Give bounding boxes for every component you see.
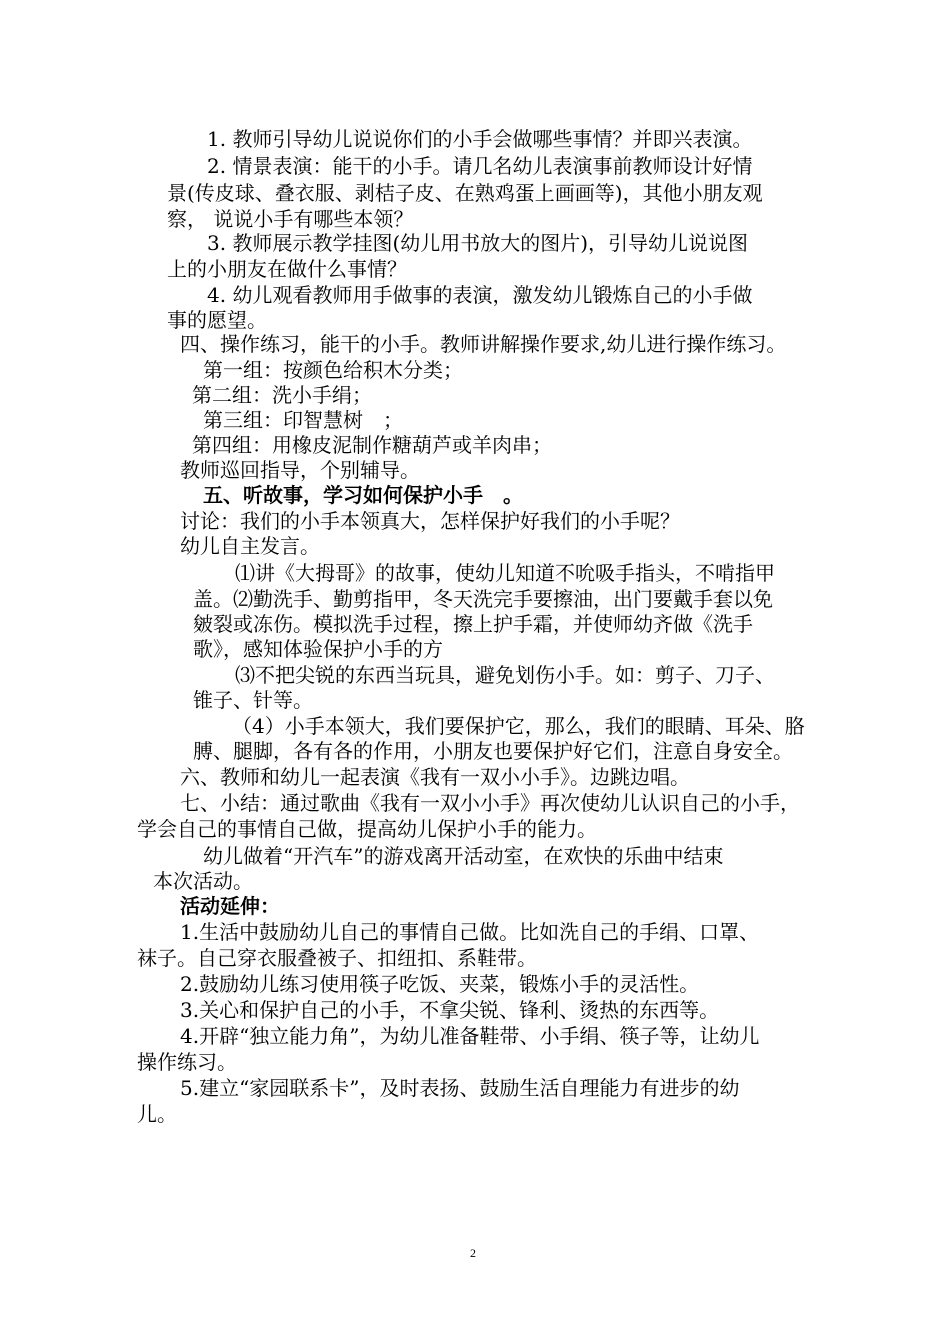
- text-line: 3.关心和保护自己的小手，不拿尖锐、锋利、烫热的东西等。: [180, 998, 720, 1022]
- text-line: 袜子。自己穿衣服叠被子、扣纽扣、系鞋带。: [137, 946, 537, 970]
- text-line: 察， 说说小手有哪些本领？: [167, 207, 414, 231]
- text-line: 幼儿自主发言。: [180, 534, 320, 558]
- text-line: 1.生活中鼓励幼儿自己的事情自己做。比如洗自己的手绢、口罩、: [180, 920, 760, 944]
- text-line: 景(传皮球、叠衣服、剥桔子皮、在熟鸡蛋上画画等)，其他小朋友观: [167, 181, 763, 205]
- text-line: 4. 幼儿观看教师用手做事的表演，激发幼儿锻炼自己的小手做: [207, 283, 753, 307]
- text-line: 第一组：按颜色给积木分类；: [203, 358, 463, 382]
- text-line: 第四组：用橡皮泥制作糖葫芦或羊肉串；: [192, 433, 552, 457]
- text-line: 2. 情景表演：能干的小手。请几名幼儿表演事前教师设计好情: [207, 154, 753, 178]
- text-line: 第二组：洗小手绢；: [192, 383, 372, 407]
- text-line: 操作练习。: [137, 1050, 237, 1074]
- text-line: 盖。⑵勤洗手、勤剪指甲，冬天洗完手要擦油，出门要戴手套以免: [193, 587, 773, 611]
- text-line: 儿。: [137, 1102, 177, 1126]
- text-line: （4）小手本领大，我们要保护它，那么，我们的眼睛、耳朵、胳: [232, 714, 805, 738]
- text-line: 2.鼓励幼儿练习使用筷子吃饭、夹菜，锻炼小手的灵活性。: [180, 972, 700, 996]
- text-line: 皴裂或冻伤。模拟洗手过程，擦上护手霜，并使师幼齐做《洗手: [193, 612, 753, 636]
- text-line: 七、小结：通过歌曲《我有一双小小手》再次使幼儿认识自己的小手，: [180, 791, 800, 815]
- text-line: ⑶不把尖锐的东西当玩具，避免划伤小手。如：剪子、刀子、: [235, 663, 775, 687]
- text-line: 讨论：我们的小手本领真大，怎样保护好我们的小手呢？: [180, 509, 680, 533]
- text-line: 4.开辟“独立能力角”，为幼儿准备鞋带、小手绢、筷子等，让幼儿: [180, 1024, 760, 1048]
- text-line: 六、教师和幼儿一起表演《我有一双小小手》。边跳边唱。: [180, 765, 690, 789]
- text-line: 3. 教师展示教学挂图(幼儿用书放大的图片)，引导幼儿说说图: [207, 231, 749, 255]
- section-heading: 活动延伸：: [180, 894, 280, 918]
- text-line: 1. 教师引导幼儿说说你们的小手会做哪些事情？并即兴表演。: [207, 127, 753, 151]
- page-number: 2: [470, 1246, 476, 1260]
- text-line: 上的小朋友在做什么事情？: [167, 257, 407, 281]
- text-line: 四、操作练习，能干的小手。教师讲解操作要求,幼儿进行操作练习。: [180, 332, 787, 356]
- text-line: 第三组：印智慧树 ；: [203, 408, 403, 432]
- text-line: 5.建立“家园联系卡”，及时表扬、鼓励生活自理能力有进步的幼: [180, 1076, 740, 1100]
- text-line: 歌》，感知体验保护小手的方: [193, 637, 443, 661]
- section-heading: 五、听故事，学习如何保护小手 。: [203, 483, 523, 507]
- text-line: 幼儿做着“开汽车”的游戏离开活动室，在欢快的乐曲中结束: [203, 844, 724, 868]
- text-line: 膊、腿脚，各有各的作用，小朋友也要保护好它们，注意自身安全。: [193, 739, 793, 763]
- text-line: 锥子、针等。: [193, 688, 313, 712]
- text-line: 学会自己的事情自己做，提高幼儿保护小手的能力。: [137, 817, 597, 841]
- text-line: 事的愿望。: [167, 308, 267, 332]
- text-line: 教师巡回指导，个别辅导。: [180, 458, 420, 482]
- text-line: ⑴讲《大拇哥》的故事，使幼儿知道不吮吸手指头，不啃指甲: [235, 561, 775, 585]
- text-line: 本次活动。: [153, 869, 253, 893]
